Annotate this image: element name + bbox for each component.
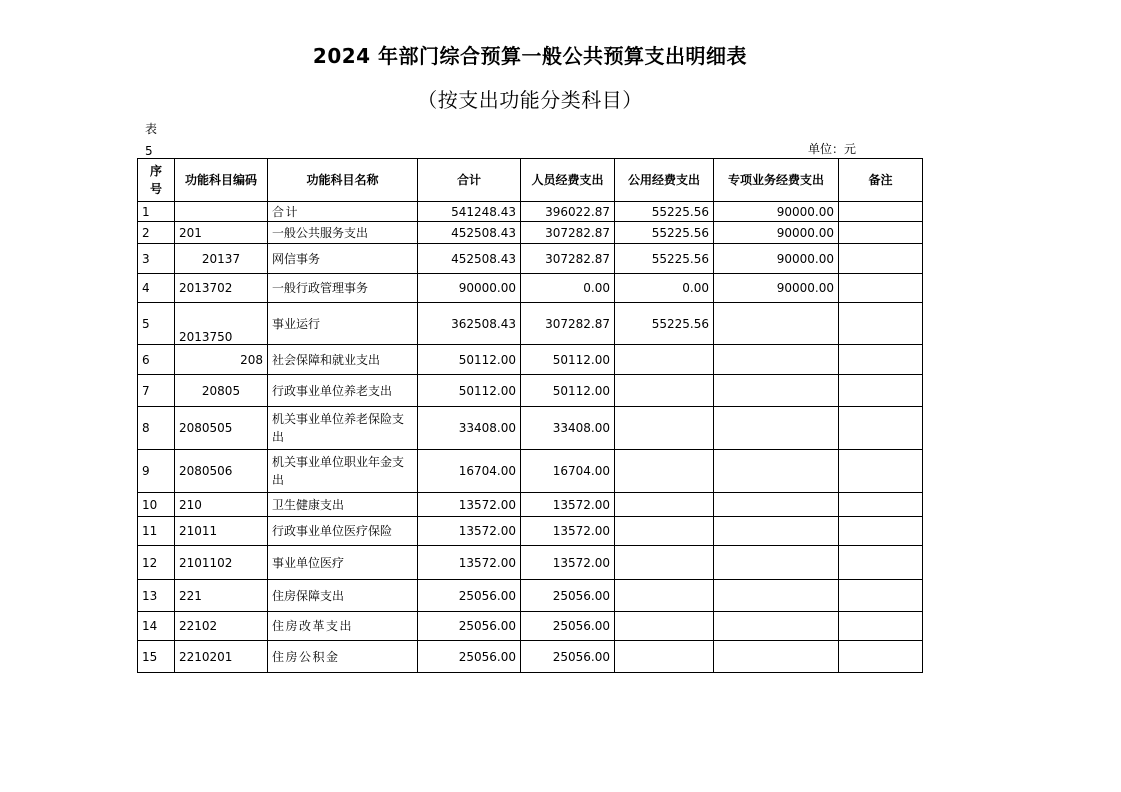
cell-total: 452508.43 (418, 244, 521, 274)
cell-personnel: 307282.87 (521, 244, 615, 274)
cell-code: 221 (175, 580, 268, 612)
cell-seq: 3 (138, 244, 175, 274)
cell-personnel: 50112.00 (521, 345, 615, 375)
cell-total: 13572.00 (418, 517, 521, 546)
header-name: 功能科目名称 (268, 159, 418, 202)
cell-code: 2013750 (175, 303, 268, 345)
cell-special (714, 546, 839, 580)
table-row (138, 580, 923, 612)
cell-special: 90000.00 (714, 274, 839, 303)
cell-total: 541248.43 (418, 202, 521, 222)
header-public: 公用经费支出 (615, 159, 714, 202)
table-header-row (138, 159, 923, 202)
cell-note (839, 303, 923, 345)
cell-name: 合计 (268, 202, 418, 222)
cell-special (714, 493, 839, 517)
cell-note (839, 493, 923, 517)
cell-personnel: 307282.87 (521, 222, 615, 244)
cell-note (839, 517, 923, 546)
cell-code: 2101102 (175, 546, 268, 580)
header-code: 功能科目编码 (175, 159, 268, 202)
cell-personnel: 13572.00 (521, 517, 615, 546)
budget-table (137, 158, 923, 673)
cell-code: 21011 (175, 517, 268, 546)
table-row (138, 303, 923, 345)
table-row (138, 345, 923, 375)
cell-special (714, 407, 839, 450)
cell-seq: 2 (138, 222, 175, 244)
table-row (138, 450, 923, 493)
cell-name: 行政事业单位养老支出 (268, 375, 418, 407)
cell-note (839, 450, 923, 493)
cell-seq: 15 (138, 641, 175, 673)
cell-total: 90000.00 (418, 274, 521, 303)
cell-special (714, 517, 839, 546)
cell-personnel: 13572.00 (521, 493, 615, 517)
cell-note (839, 612, 923, 641)
cell-seq: 4 (138, 274, 175, 303)
cell-seq: 5 (138, 303, 175, 345)
cell-code: 201 (175, 222, 268, 244)
cell-total: 25056.00 (418, 641, 521, 673)
cell-special (714, 641, 839, 673)
cell-public: 0.00 (615, 274, 714, 303)
cell-code: 208 (175, 345, 268, 375)
cell-code: 2080505 (175, 407, 268, 450)
cell-code: 2210201 (175, 641, 268, 673)
cell-personnel: 25056.00 (521, 580, 615, 612)
cell-public (615, 345, 714, 375)
cell-code: 20137 (175, 244, 268, 274)
cell-total: 33408.00 (418, 407, 521, 450)
cell-note (839, 244, 923, 274)
cell-code: 20805 (175, 375, 268, 407)
cell-seq: 13 (138, 580, 175, 612)
cell-note (839, 375, 923, 407)
cell-public: 55225.56 (615, 303, 714, 345)
cell-personnel: 13572.00 (521, 546, 615, 580)
cell-personnel: 25056.00 (521, 612, 615, 641)
page-subtitle: （按支出功能分类科目） (417, 88, 643, 112)
cell-special: 90000.00 (714, 244, 839, 274)
table-row (138, 493, 923, 517)
header-seq: 序号 (138, 159, 175, 202)
cell-total: 13572.00 (418, 493, 521, 517)
table-row (138, 375, 923, 407)
cell-note (839, 202, 923, 222)
cell-note (839, 546, 923, 580)
cell-name: 网信事务 (268, 244, 418, 274)
cell-seq: 6 (138, 345, 175, 375)
cell-code (175, 202, 268, 222)
cell-personnel: 396022.87 (521, 202, 615, 222)
header-special: 专项业务经费支出 (714, 159, 839, 202)
cell-total: 50112.00 (418, 345, 521, 375)
cell-total: 25056.00 (418, 580, 521, 612)
cell-public (615, 493, 714, 517)
cell-public (615, 546, 714, 580)
cell-total: 362508.43 (418, 303, 521, 345)
cell-seq: 14 (138, 612, 175, 641)
cell-personnel: 50112.00 (521, 375, 615, 407)
cell-personnel: 0.00 (521, 274, 615, 303)
cell-name: 机关事业单位职业年金支出 (268, 450, 418, 493)
cell-note (839, 641, 923, 673)
cell-seq: 12 (138, 546, 175, 580)
cell-name: 住房保障支出 (268, 580, 418, 612)
cell-seq: 7 (138, 375, 175, 407)
cell-code: 2080506 (175, 450, 268, 493)
table-row (138, 244, 923, 274)
cell-public (615, 641, 714, 673)
cell-public (615, 612, 714, 641)
table-row (138, 612, 923, 641)
cell-public: 55225.56 (615, 244, 714, 274)
table-row (138, 222, 923, 244)
cell-note (839, 274, 923, 303)
cell-personnel: 16704.00 (521, 450, 615, 493)
table-row (138, 202, 923, 222)
cell-personnel: 307282.87 (521, 303, 615, 345)
header-personnel: 人员经费支出 (521, 159, 615, 202)
cell-name: 住房改革支出 (268, 612, 418, 641)
table-row (138, 517, 923, 546)
cell-seq: 8 (138, 407, 175, 450)
cell-total: 16704.00 (418, 450, 521, 493)
cell-name: 卫生健康支出 (268, 493, 418, 517)
table-row (138, 641, 923, 673)
cell-public (615, 517, 714, 546)
cell-public: 55225.56 (615, 222, 714, 244)
table-label (145, 118, 165, 162)
cell-name: 事业单位医疗 (268, 546, 418, 580)
cell-total: 25056.00 (418, 612, 521, 641)
table-row (138, 546, 923, 580)
cell-seq: 11 (138, 517, 175, 546)
cell-public (615, 450, 714, 493)
cell-total: 13572.00 (418, 546, 521, 580)
cell-special (714, 345, 839, 375)
cell-special: 90000.00 (714, 222, 839, 244)
cell-public (615, 375, 714, 407)
table-label-line-2: 5 (145, 144, 153, 158)
cell-public (615, 580, 714, 612)
cell-note (839, 222, 923, 244)
header-total: 合计 (418, 159, 521, 202)
cell-special: 90000.00 (714, 202, 839, 222)
cell-code: 210 (175, 493, 268, 517)
table-row (138, 407, 923, 450)
cell-note (839, 345, 923, 375)
cell-special (714, 580, 839, 612)
cell-special (714, 450, 839, 493)
table-row (138, 274, 923, 303)
cell-name: 行政事业单位医疗保险 (268, 517, 418, 546)
cell-code: 22102 (175, 612, 268, 641)
cell-note (839, 580, 923, 612)
cell-total: 452508.43 (418, 222, 521, 244)
cell-personnel: 33408.00 (521, 407, 615, 450)
unit-label: 单位：元 (808, 142, 857, 156)
cell-seq: 10 (138, 493, 175, 517)
table-label-line-1: 表 (145, 122, 158, 136)
cell-name: 事业运行 (268, 303, 418, 345)
cell-special (714, 612, 839, 641)
cell-seq: 9 (138, 450, 175, 493)
cell-special (714, 303, 839, 345)
cell-name: 社会保障和就业支出 (268, 345, 418, 375)
cell-seq: 1 (138, 202, 175, 222)
page-title: 2024 年部门综合预算一般公共预算支出明细表 (312, 44, 748, 68)
cell-code: 2013702 (175, 274, 268, 303)
cell-name: 一般公共服务支出 (268, 222, 418, 244)
cell-special (714, 375, 839, 407)
header-note: 备注 (839, 159, 923, 202)
cell-name: 住房公积金 (268, 641, 418, 673)
cell-note (839, 407, 923, 450)
cell-public (615, 407, 714, 450)
cell-total: 50112.00 (418, 375, 521, 407)
cell-name: 一般行政管理事务 (268, 274, 418, 303)
cell-personnel: 25056.00 (521, 641, 615, 673)
cell-public: 55225.56 (615, 202, 714, 222)
cell-name: 机关事业单位养老保险支出 (268, 407, 418, 450)
